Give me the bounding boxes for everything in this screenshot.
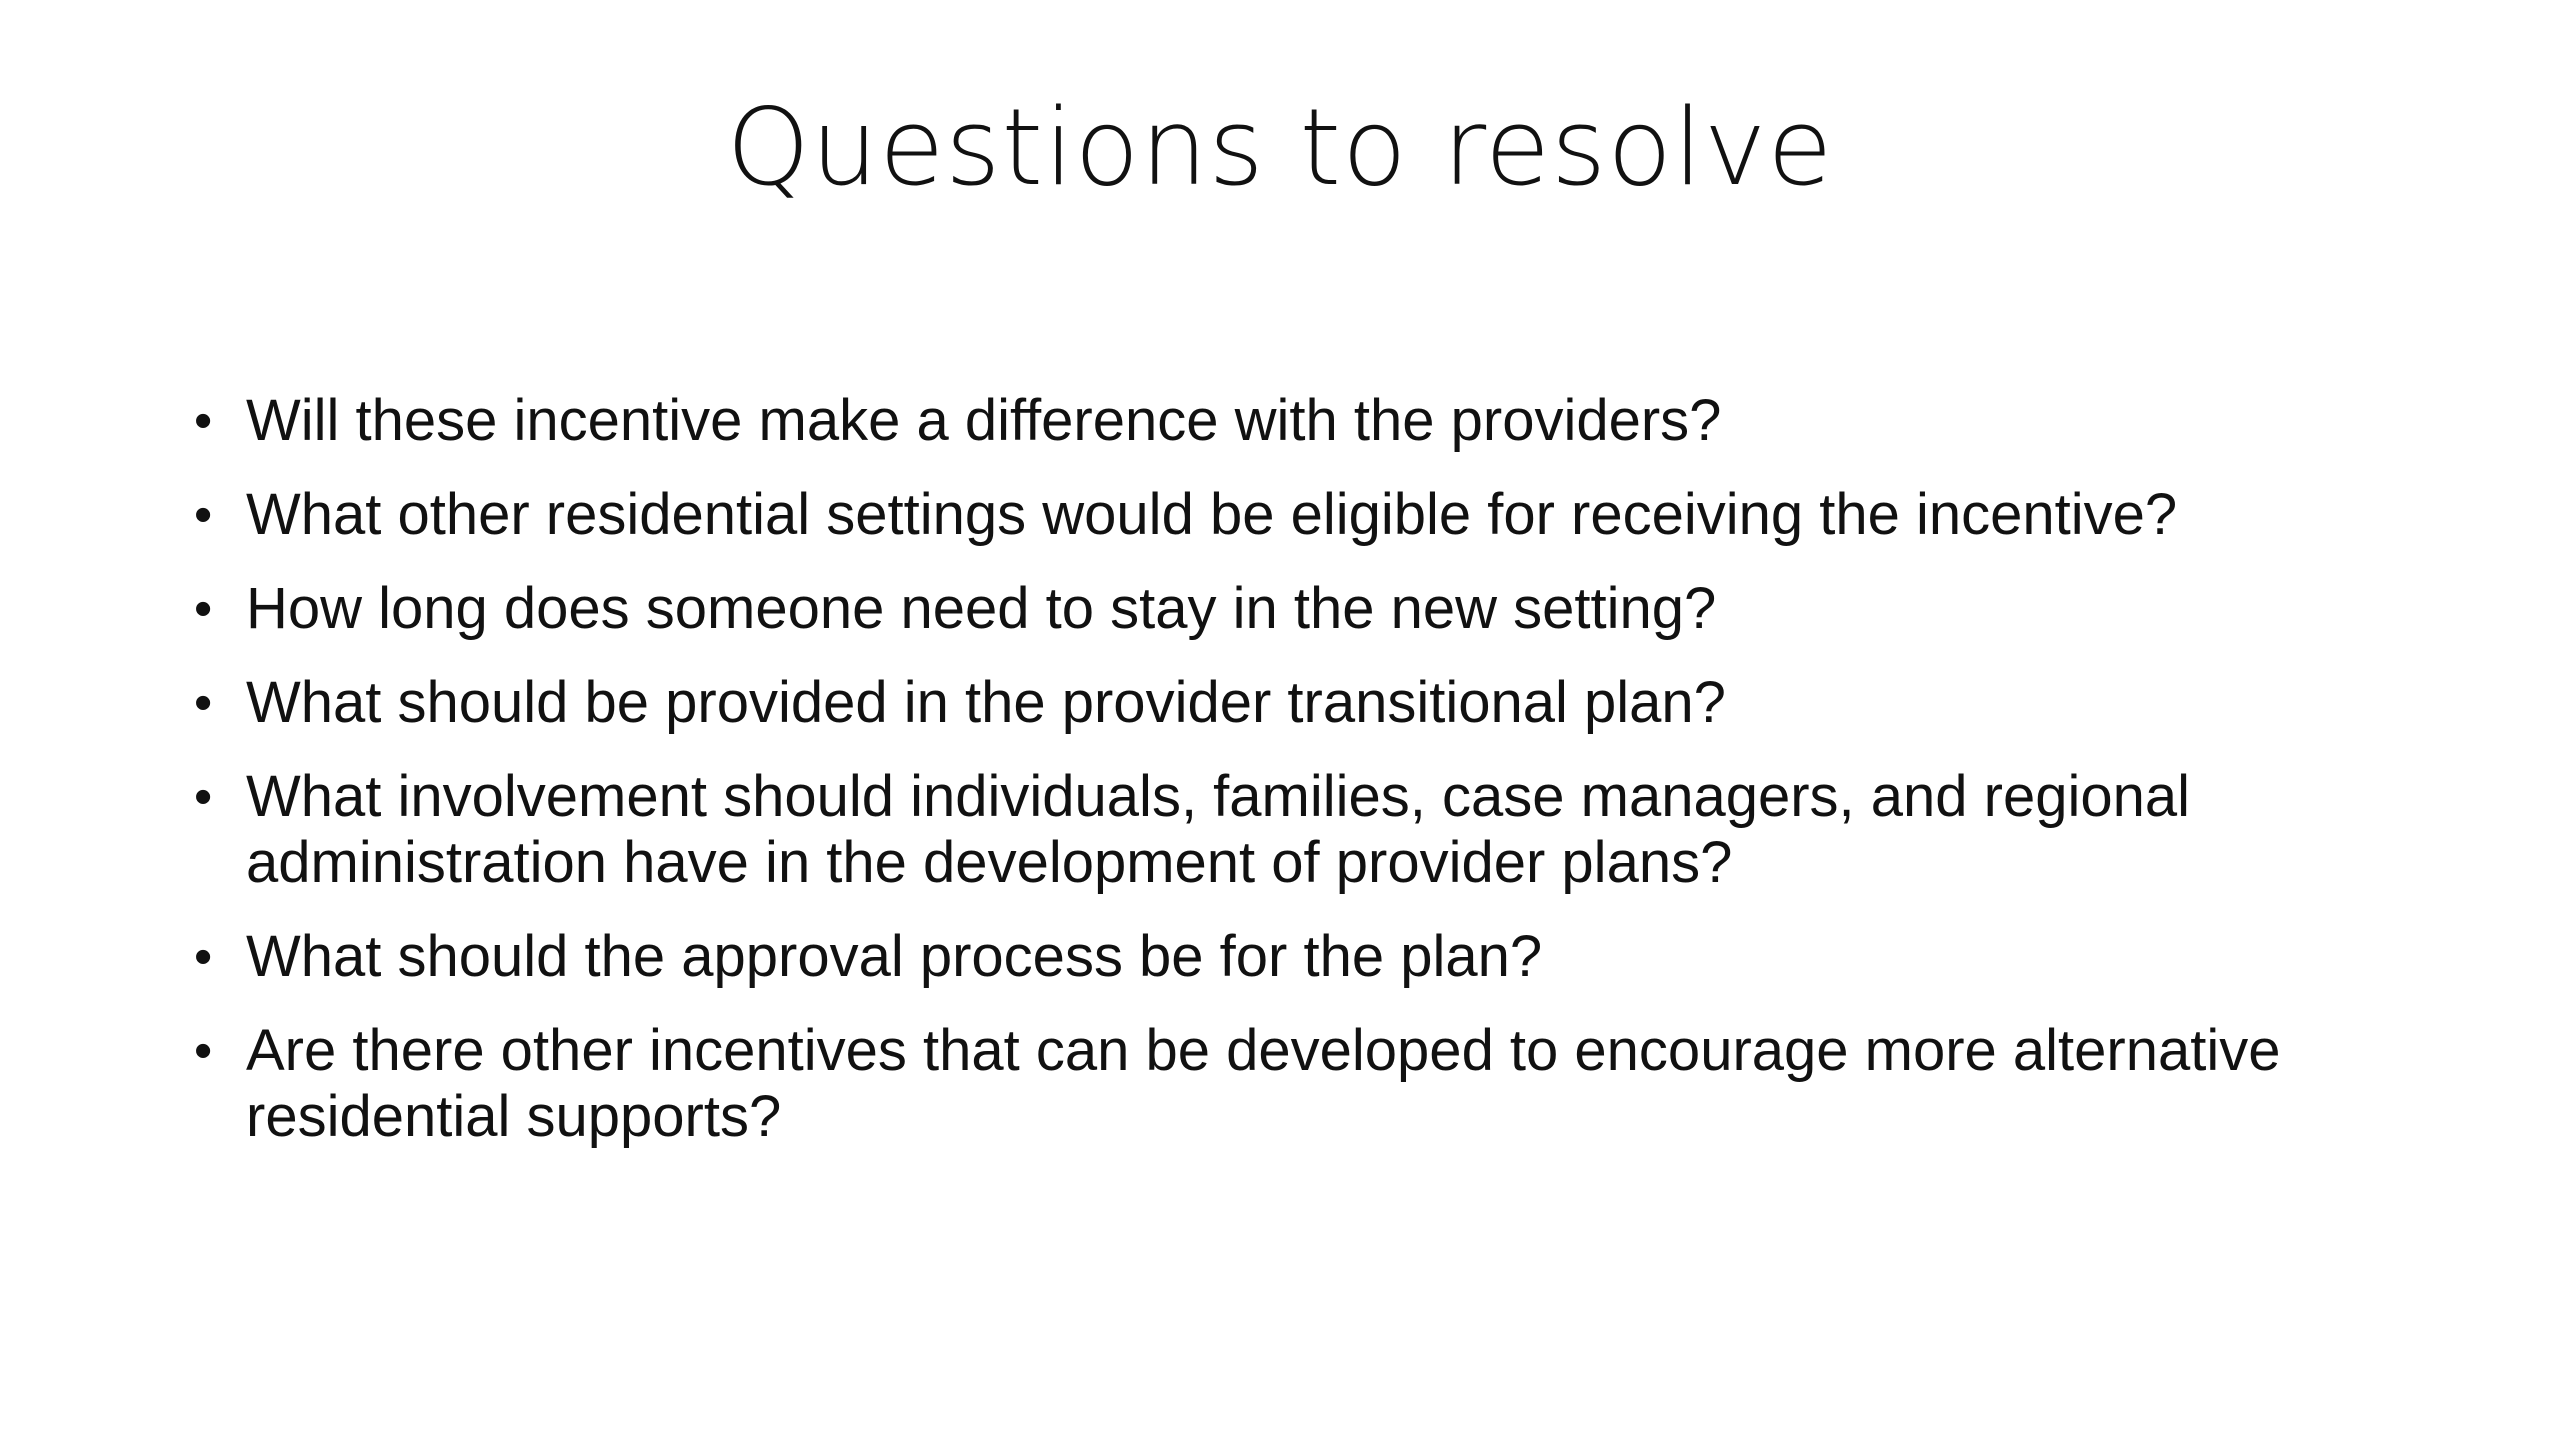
bullet-text: What should the approval process be for the plan? bbox=[246, 924, 1543, 989]
bullet-item bbox=[186, 1018, 2426, 1150]
bullet-dot-icon: • bbox=[194, 392, 213, 450]
bullet-list bbox=[186, 388, 2426, 1178]
slide-title: Questions to resolve bbox=[726, 86, 1834, 209]
bullet-dot-icon: • bbox=[194, 928, 213, 986]
bullet-text: What other residential settings would be eligible for receiving the incentive? bbox=[246, 482, 2178, 547]
bullet-item bbox=[186, 576, 2426, 642]
bullet-text: Will these incentive make a difference with the providers? bbox=[246, 388, 1722, 453]
bullet-text: What should be provided in the provider transitional plan? bbox=[246, 670, 1726, 735]
bullet-item bbox=[186, 670, 2426, 736]
bullet-item bbox=[186, 764, 2426, 896]
bullet-item bbox=[186, 482, 2426, 548]
bullet-dot-icon: • bbox=[194, 768, 213, 826]
bullet-dot-icon: • bbox=[194, 486, 213, 544]
bullet-dot-icon: • bbox=[194, 1022, 213, 1080]
bullet-dot-icon: • bbox=[194, 674, 213, 732]
bullet-item bbox=[186, 388, 2426, 454]
bullet-text: How long does someone need to stay in the new setting? bbox=[246, 576, 1717, 641]
bullet-text: What involvement should individuals, families, case managers, and regional administration have in the development of provider plans? bbox=[246, 764, 2191, 895]
bullet-item bbox=[186, 924, 2426, 990]
bullet-text: Are there other incentives that can be developed to encourage more alternative residential supports? bbox=[246, 1018, 2281, 1149]
bullet-dot-icon: • bbox=[194, 580, 213, 638]
